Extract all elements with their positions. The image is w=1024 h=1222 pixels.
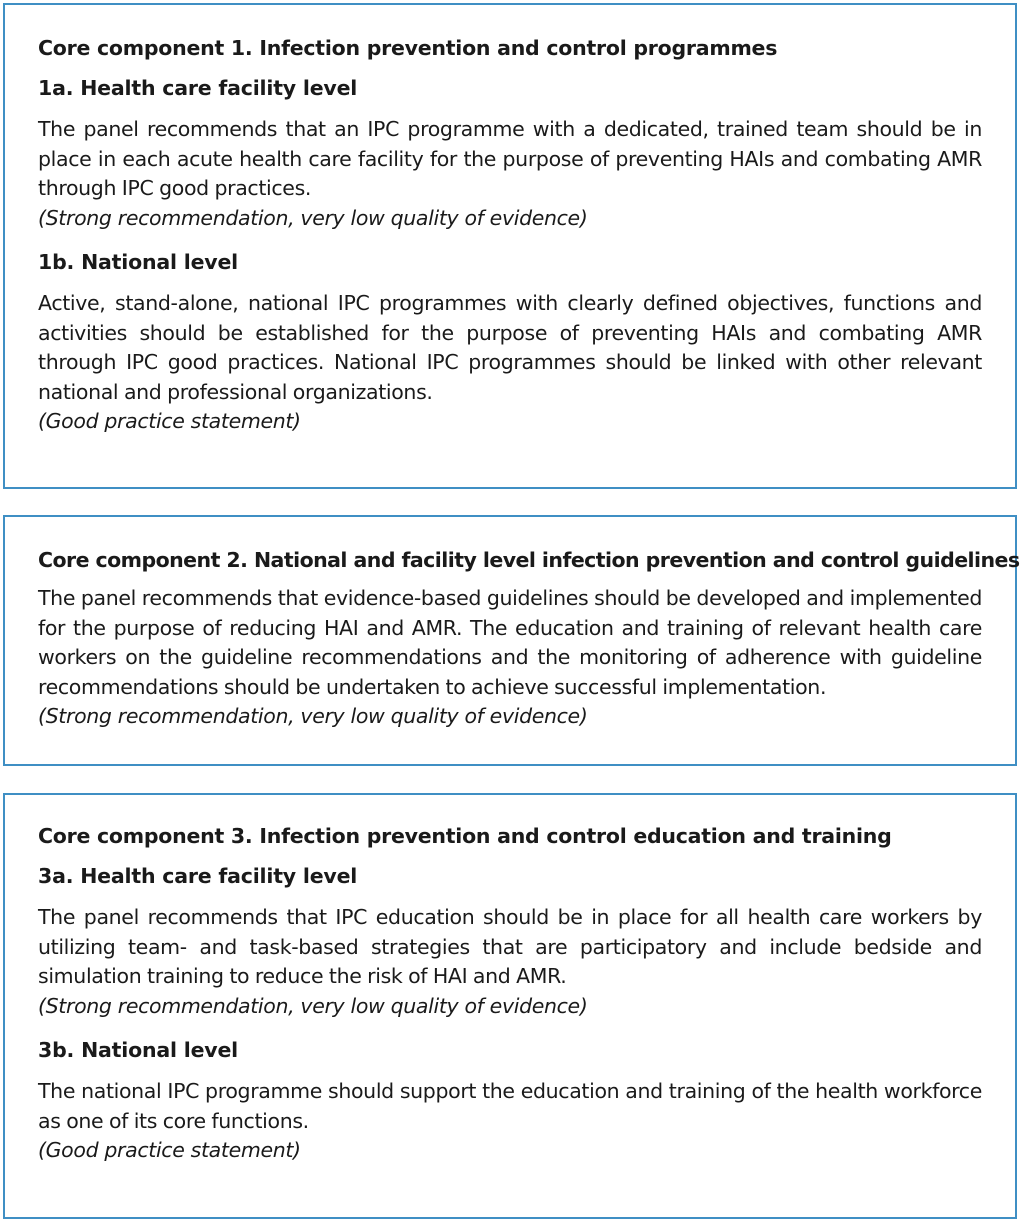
section-3a-note: (Strong recommendation, very low quality of evidence) xyxy=(38,993,588,1018)
core-component-3-box xyxy=(3,793,1017,1219)
component-2-text: The panel recommends that evidence-based guidelines should be developed and implemented for the purpose of reducing HAI and AMR. The education and training of relevant health care workers on the guideline recommendations and the monitoring of adherence with guideline recommendations should be undertaken to achieve successful implementation. xyxy=(38,586,982,699)
core-component-1-title: Core component 1. Infection prevention and control programmes xyxy=(38,36,778,60)
section-1a-note: (Strong recommendation, very low quality of evidence) xyxy=(38,205,588,230)
section-3a-heading: 3a. Health care facility level xyxy=(38,864,358,888)
core-component-2-title: Core component 2. National and facility level infection prevention and control guidelines xyxy=(38,548,1020,572)
section-1a-text: The panel recommends that an IPC programme with a dedicated, trained team should be in place in each acute health care facility for the purpose of preventing HAIs and combating AMR through IPC good practices. xyxy=(38,117,982,200)
component-2-note: (Strong recommendation, very low quality of evidence) xyxy=(38,704,588,728)
section-3a-text: The panel recommends that IPC education should be in place for all health care workers by utilizing team- and task-based strategies that are participatory and include bedside and simulation training to reduce the risk of HAI and AMR. xyxy=(38,905,982,988)
core-component-1-box xyxy=(3,3,1017,489)
section-1a-heading: 1a. Health care facility level xyxy=(38,76,358,100)
core-component-3-title: Core component 3. Infection prevention and control education and training xyxy=(38,824,892,848)
section-3b-heading: 3b. National level xyxy=(38,1038,238,1062)
section-1b-heading: 1b. National level xyxy=(38,250,238,274)
section-3b-note: (Good practice statement) xyxy=(38,1138,301,1162)
section-1b-text: Active, stand-alone, national IPC programmes with clearly defined objectives, functions and activities should be established for the purpose of preventing HAIs and combating AMR through IPC good practices. National IPC programmes should be linked with other relevant national and professional organizations. xyxy=(38,291,982,404)
core-component-2-box xyxy=(3,515,1020,766)
section-1b-note: (Good practice statement) xyxy=(38,409,301,433)
section-3b-text: The national IPC programme should support the education and training of the health workforce as one of its core functions. xyxy=(38,1079,982,1133)
